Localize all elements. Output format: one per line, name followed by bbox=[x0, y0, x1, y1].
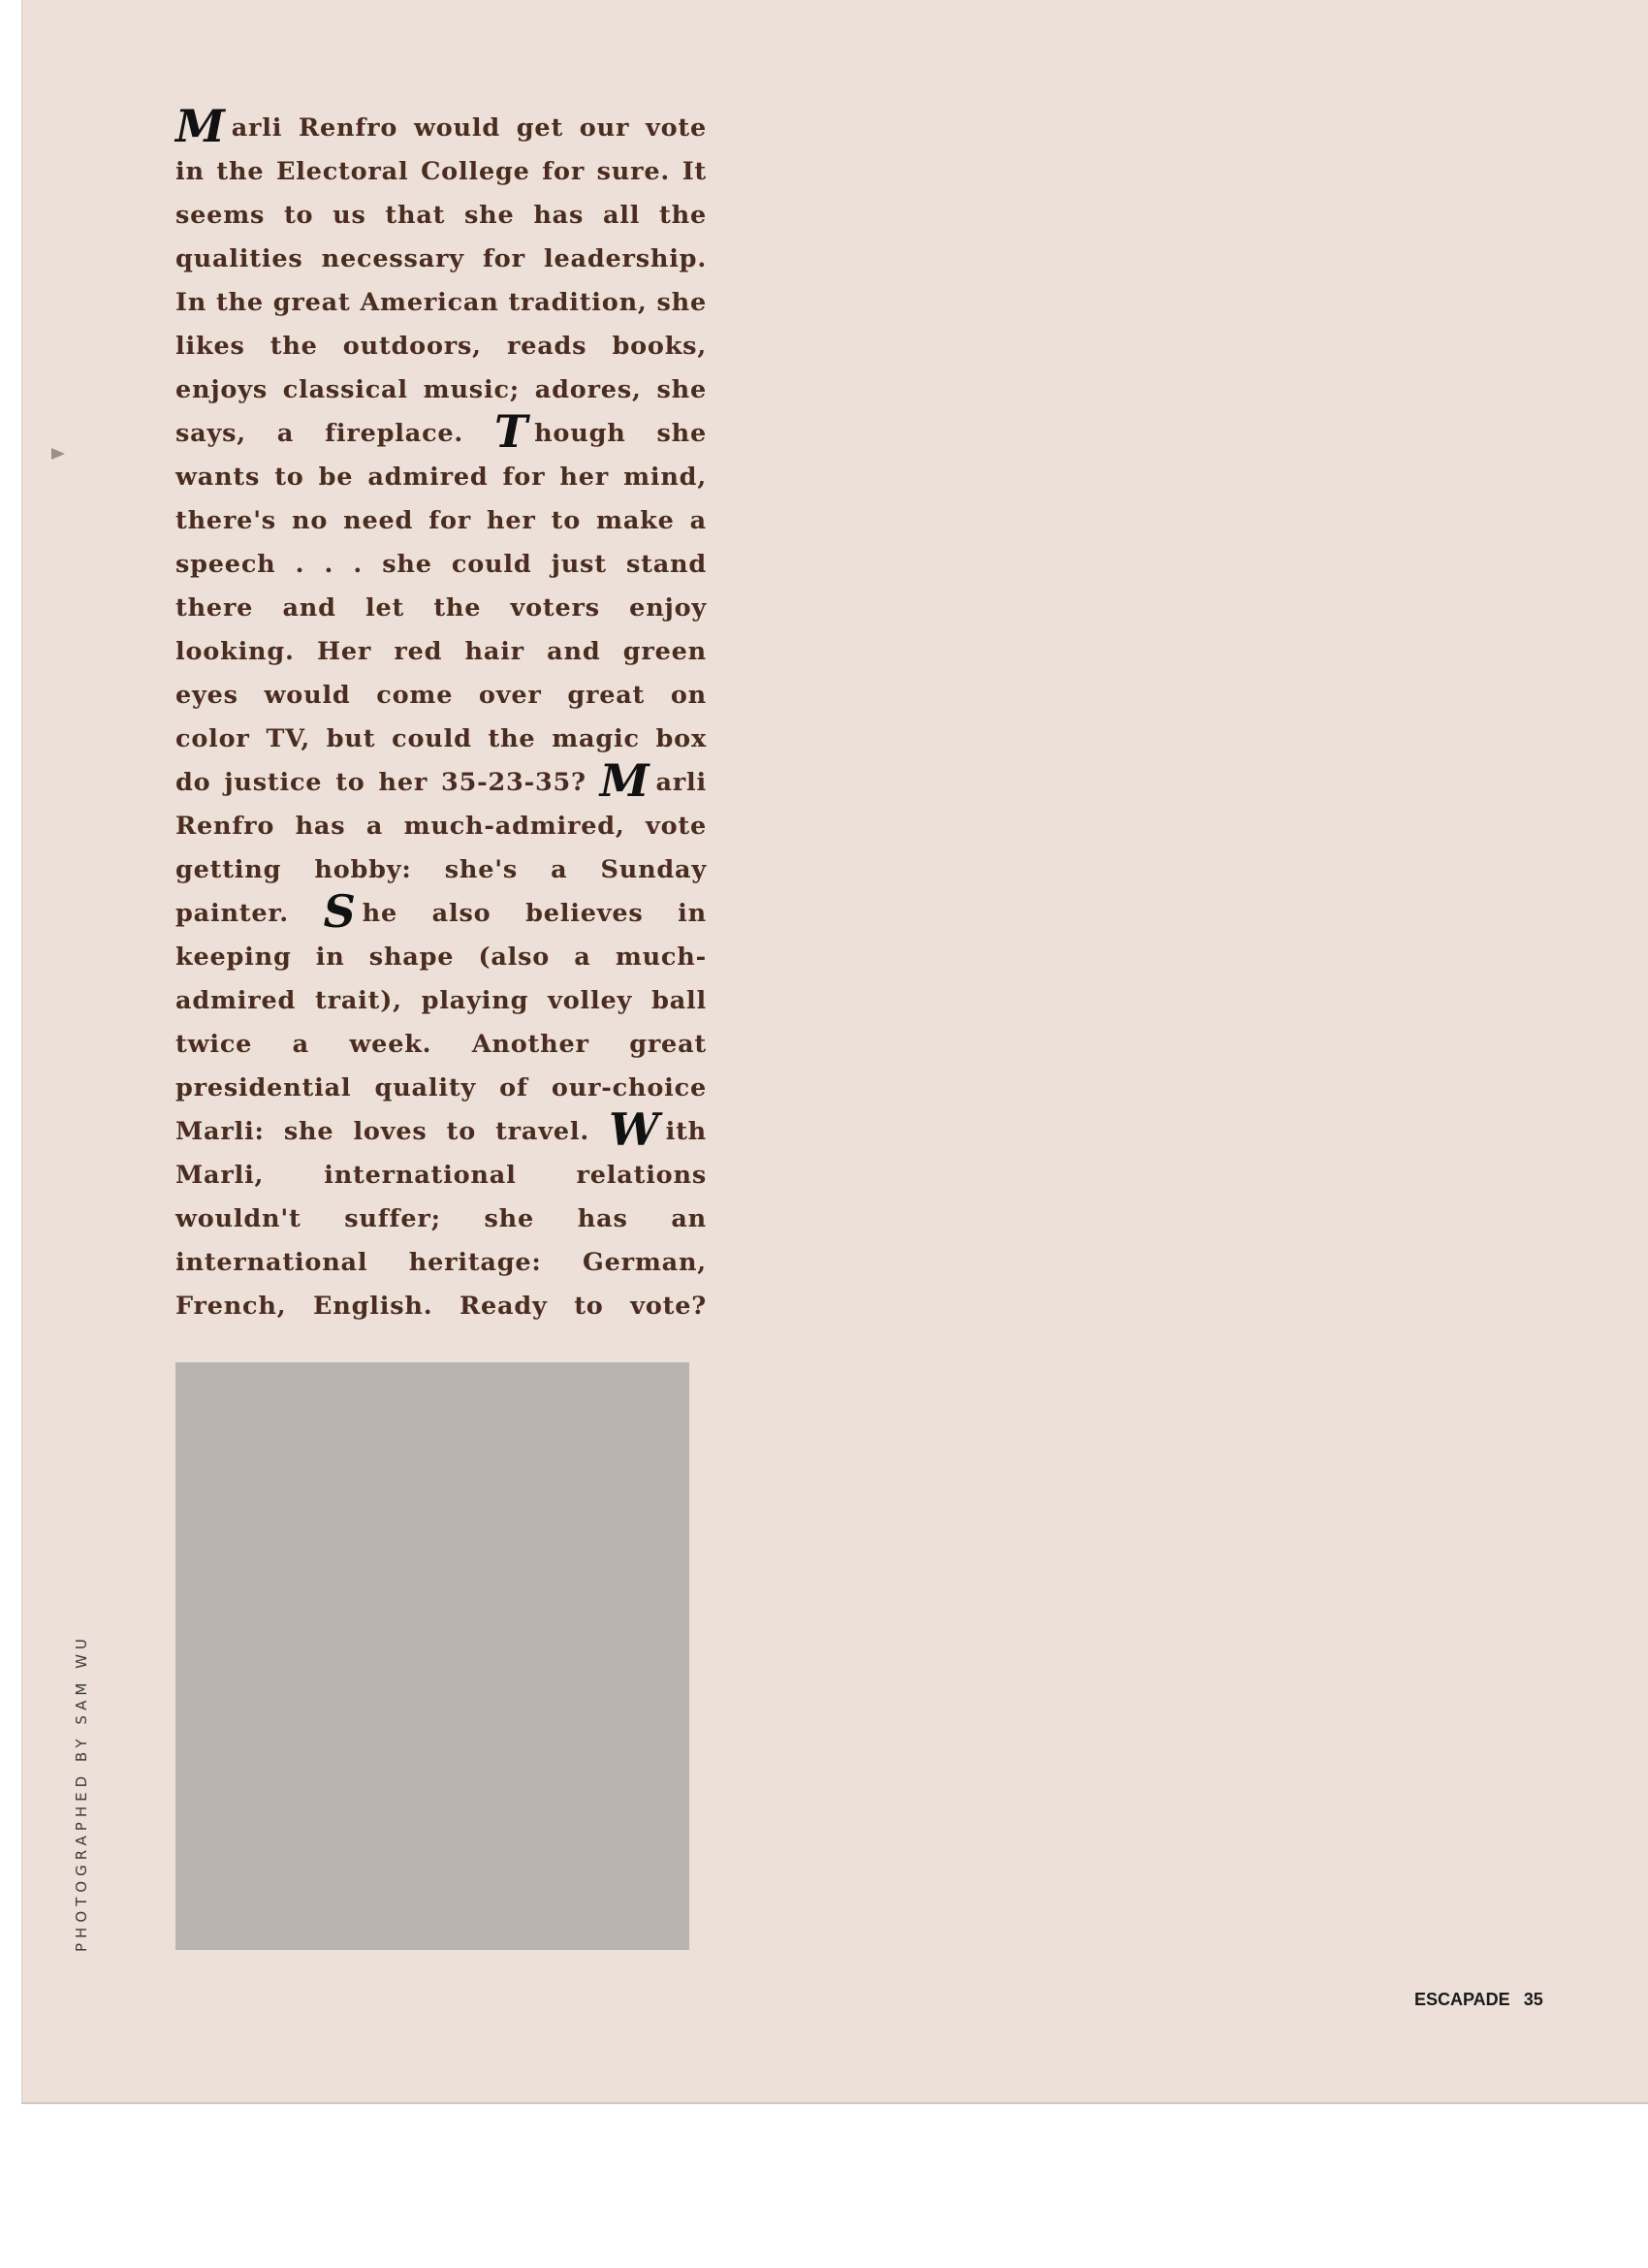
article-body bbox=[175, 100, 707, 1328]
paragraph bbox=[175, 100, 707, 448]
paragraph-text: hough she wants to be admired for her mind, there's no need for her to make a speech . . . she could just stand there and let the voters enjoy looking. Her red hair and green eyes would come over great on color TV, but could the magic box do justice to her 35-23-35? bbox=[175, 419, 707, 797]
paragraph-text: ith Marli, international relations wouldn't suffer; she has an international heritage: German, French, English. Ready to vote? bbox=[175, 1117, 707, 1321]
drop-cap: T bbox=[494, 405, 529, 458]
drop-cap: W bbox=[609, 1103, 660, 1156]
magazine-page bbox=[21, 0, 1648, 2104]
magazine-name: ESCAPADE bbox=[1414, 1990, 1510, 2009]
page-folio bbox=[1414, 1990, 1543, 2010]
paragraph bbox=[175, 1103, 707, 1321]
article-text bbox=[175, 100, 707, 1328]
photo-placeholder bbox=[175, 1362, 689, 1950]
paragraph bbox=[175, 405, 707, 797]
drop-cap: S bbox=[323, 885, 357, 938]
page-number: 35 bbox=[1523, 1990, 1543, 2009]
paper-edge-mark bbox=[51, 448, 65, 460]
paragraph-text: he also believes in keeping in shape (also a much-admired trait), playing volley ball twice a week. Another great presidential quality of our-choice Marli: she loves to travel. bbox=[175, 899, 707, 1146]
drop-cap: M bbox=[175, 100, 226, 152]
paragraph-text: arli Renfro has a much-admired, vote getting hobby: she's a Sunday painter. bbox=[175, 768, 707, 928]
photo-credit: PHOTOGRAPHED BY SAM WU bbox=[73, 1634, 90, 1952]
drop-cap: M bbox=[599, 754, 650, 807]
paragraph-text: arli Renfro would get our vote in the Electoral College for sure. It seems to us that she has all the qualities necessary for leadership. In the great American tradition, she likes the outdoors, reads books, enjoys classical music; adores, she says, a fireplace. bbox=[175, 113, 707, 448]
